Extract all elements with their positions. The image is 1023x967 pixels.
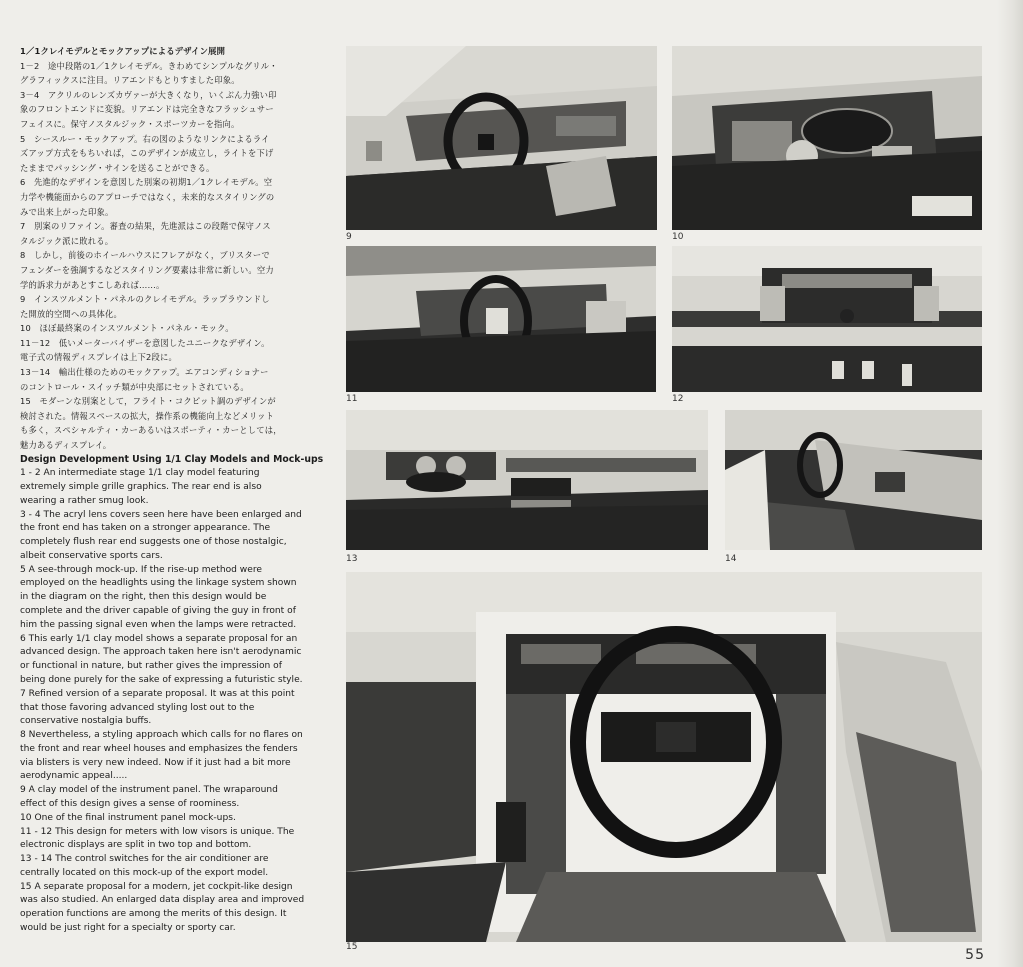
japanese-caption-line: フェンダーを強調するなどスタイリング要素は非常に新しい。空力	[20, 264, 274, 275]
english-caption-line: 6 This early 1/1 clay model shows a separate proposal for an	[20, 633, 298, 644]
japanese-caption-line: 力学や機能面からのアプローチではなく，未来的なスタイリングの	[20, 191, 275, 202]
english-caption-line: operation functions are among the merits of this design. It	[20, 909, 287, 920]
photo-10-instrument-panel-mockup	[672, 46, 982, 230]
japanese-caption-line: 9 インスツルメント・パネルのクレイモデル。ラップラウンドし	[20, 294, 270, 305]
english-caption-line: extremely simple grille graphics. The rear end is also	[20, 482, 262, 492]
english-caption-line: albeit conservative sports cars.	[20, 550, 163, 561]
english-heading: Design Development Using 1/1 Clay Models and Mock-ups	[20, 453, 324, 465]
english-caption-line: in the diagram on the right, then this design would be	[20, 592, 267, 603]
photo-10-caption: 10	[672, 232, 684, 242]
english-caption-line: 15 A separate proposal for a modern, jet cockpit-like design	[20, 881, 293, 892]
photo-14-export-mockup-interior	[725, 410, 982, 550]
english-caption-line: 3 - 4 The acryl lens covers seen here have been enlarged and	[20, 509, 302, 520]
english-caption-line: that those favoring advanced styling lost out to the	[20, 702, 255, 713]
english-caption-line: 13 - 14 The control switches for the air conditioner are	[20, 854, 269, 865]
photo-9-caption: 9	[346, 232, 352, 242]
photo-11-caption: 11	[346, 394, 358, 404]
page-number: 55	[965, 947, 985, 963]
photo-13-caption: 13	[346, 554, 358, 564]
japanese-caption-line: も多く，スペシャルティ・カーあるいはスポーティ・カーとしては，	[20, 425, 282, 436]
japanese-caption-line: 10 ほぼ最終案のインスツルメント・パネル・モック。	[20, 323, 234, 334]
english-caption-line: 5 A see-through mock-up. If the rise-up method were	[20, 564, 262, 575]
photo-13-export-mockup-dash	[346, 410, 708, 550]
japanese-caption-line: たままでパッシング・サインを送ることができる。	[20, 162, 215, 173]
photo-14-caption: 14	[725, 554, 737, 564]
english-caption-line: 1 - 2 An intermediate stage 1/1 clay model featuring	[20, 468, 260, 479]
english-caption-line: completely flush rear end suggests one of those nostalgic,	[20, 537, 287, 548]
english-caption-line: wearing a rather smug look.	[20, 495, 149, 506]
caption-text-column	[20, 44, 338, 936]
japanese-caption-line: 1－2 途中段階の1／1クレイモデル。きわめてシンプルなグリル・	[20, 60, 278, 71]
japanese-caption-line: のコントロール・スイッチ類が中央部にセットされている。	[20, 381, 249, 392]
japanese-caption-line: 13－14 輸出仕様のためのモックアップ。エアコンディショナー	[20, 367, 269, 378]
japanese-caption-line: た開放的空間への具体化。	[20, 308, 122, 319]
japanese-caption-line: 11－12 低いメーターバイザーを意図したユニークなデザイン。	[20, 337, 270, 348]
english-caption-line: centrally located on this mock-up of the export model.	[20, 867, 269, 878]
english-caption-line: the front end has taken on a stronger appearance. The	[20, 523, 271, 534]
english-caption-line: employed on the headlights using the linkage system shown	[20, 578, 297, 589]
english-caption-line: or functional in nature, but rather gives the impression of	[20, 661, 282, 672]
english-caption-line: aerodynamic appeal.....	[20, 771, 128, 782]
japanese-caption-line: 7 別案のリファイン。審査の結果，先進派はこの段階で保守ノス	[20, 221, 271, 232]
japanese-caption-line: 学的訴求力があとすこしあれば……。	[20, 279, 165, 290]
japanese-caption-line: 象のフロントエンドに変貌。リアエンドは完全きなフラッシュサー	[20, 104, 274, 115]
japanese-caption-line: 6 先進的なデザインを意図した別案の初期1／1クレイモデル。空	[20, 177, 273, 188]
english-caption-line: 9 A clay model of the instrument panel. The wraparound	[20, 785, 278, 796]
english-caption-line: 8 Nevertheless, a styling approach which calls for no flares on	[20, 730, 303, 741]
english-caption-line: electronic displays are split in two top and bottom.	[20, 840, 252, 851]
english-caption-line: 11 - 12 This design for meters with low visors is unique. The	[20, 826, 295, 837]
japanese-caption-line: グラフィックスに注目。リアエンドもとりすました印象。	[20, 75, 240, 86]
page-binding-shadow	[997, 0, 1023, 967]
japanese-caption-line: 3－4 アクリルのレンズカヴァーが大きくなり，いくぶん力強い印	[20, 89, 277, 100]
english-caption-line: advanced design. The approach taken here isn't aerodynamic	[20, 647, 302, 658]
english-caption-line: would be just right for a specialty or sporty car.	[20, 923, 236, 933]
english-caption-line: the front and rear wheel houses and emphasizes the fenders	[20, 743, 298, 754]
japanese-heading: 1／1クレイモデルとモックアップによるデザイン展開	[20, 46, 226, 56]
japanese-caption-line: フェイスに。保守ノスタルジック・スポーツカーを指向。	[20, 118, 240, 129]
photo-15-caption: 15	[346, 942, 358, 952]
english-caption-line: conservative nostalgia buffs.	[20, 716, 152, 727]
japanese-caption-line: 電子式の情報ディスプレイは上下2段に。	[20, 352, 178, 363]
english-caption-line: 10 One of the final instrument panel mock-ups.	[20, 812, 236, 823]
english-caption-line: effect of this design gives a sense of roominess.	[20, 798, 240, 809]
english-caption-line: via blisters is very new indeed. Now if it just had a bit more	[20, 757, 291, 768]
photo-12-electronic-displays	[672, 246, 982, 392]
japanese-caption-line: 魅力あるディスプレイ。	[20, 440, 112, 451]
photo-12-caption: 12	[672, 394, 684, 404]
english-caption-line: being done purely for the sake of expressing a futuristic style.	[20, 674, 303, 685]
english-caption-line: 7 Refined version of a separate proposal. It was at this point	[20, 688, 295, 699]
english-caption-line: him the passing signal even when the lamps were retracted.	[20, 619, 297, 630]
english-caption-line: was also studied. An enlarged data display area and improved	[20, 895, 305, 906]
photo-15-jet-cockpit-design	[346, 572, 982, 942]
japanese-caption-line: タルジック派に敗れる。	[20, 235, 114, 246]
japanese-caption-line: 5 シースルー・モックアップ。右の図のようなリンクによるライ	[20, 133, 270, 144]
english-caption-line: complete and the driver capable of giving the guy in front of	[20, 606, 296, 617]
japanese-captions	[20, 44, 338, 453]
photo-9-clay-instrument-panel	[346, 46, 657, 230]
japanese-caption-line: ズアップ方式をもちいれば，このデザインが成立し，ライトを下げ	[20, 148, 274, 159]
japanese-caption-line: みで出来上がった印象。	[20, 206, 114, 217]
japanese-caption-line: 検討された。情報スペースの拡大，操作系の機能向上などメリット	[20, 410, 275, 421]
japanese-caption-line: 15 モダーンな別案として，フライト・コクピット調のデザインが	[20, 396, 276, 407]
photo-11-low-visor-meters	[346, 246, 656, 392]
english-captions	[20, 467, 338, 936]
japanese-caption-line: 8 しかし，前後のホイールハウスにフレアがなく，ブリスターで	[20, 250, 270, 261]
